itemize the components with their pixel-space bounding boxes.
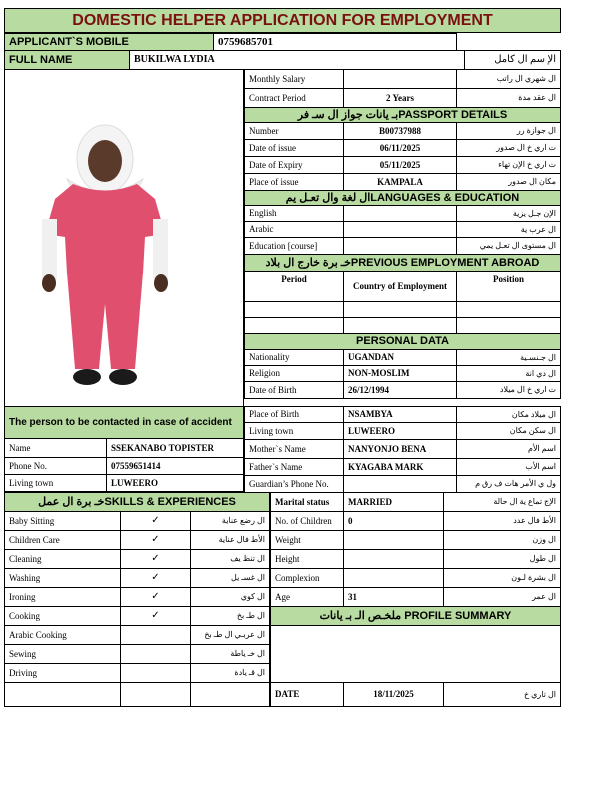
contact-name-value: SSEKANABO TOPISTER (107, 439, 244, 458)
passport-place-value: KAMPALA (344, 174, 457, 191)
passport-place-label: Place of issue (245, 174, 344, 191)
mother-label: Mother`s Name (245, 440, 344, 459)
skill-label: Arabic Cooking (5, 626, 121, 645)
religion-value: NON-MOSLIM (344, 366, 457, 382)
date-value: 18/11/2025 (344, 683, 444, 707)
weight-label: Weight (271, 531, 344, 550)
skill-row (5, 550, 270, 569)
skill-check (121, 645, 191, 664)
skill-arabic: ال عربـي ال طـ بخ (191, 626, 270, 645)
passport-number-arabic: ال جوازة رر (457, 123, 561, 140)
passport-number-value: B00737988 (344, 123, 457, 140)
religion-label: Religion (245, 366, 344, 382)
passport-issue-label: Date of issue (245, 140, 344, 157)
title-bar (4, 8, 561, 33)
languages-heading: ال لغة وال تعـل يمLANGUAGES & EDUCATION (245, 191, 561, 206)
skill-arabic: ال طـ بخ (191, 607, 270, 626)
personal-data-heading: PERSONAL DATA (245, 334, 561, 350)
complexion-arabic: ال بشرة لـون (444, 569, 561, 588)
full-name-value: BUKILWA LYDIA (130, 51, 465, 70)
marital-status-value: MARRIED (344, 493, 444, 512)
photo-frame (4, 69, 244, 406)
living-town-arabic: ال سكن مكان (457, 423, 561, 440)
children-label: No. of Children (271, 512, 344, 531)
height-arabic: ال طول (444, 550, 561, 569)
living-town-value: LUWEERO (344, 423, 457, 440)
skill-row (5, 607, 270, 626)
skill-row (5, 588, 270, 607)
right-upper-table (244, 69, 561, 399)
pob-value: NSAMBYA (344, 407, 457, 423)
skill-check: ✓ (121, 569, 191, 588)
salary-arabic: ال شهري ال راتب (457, 70, 561, 89)
mother-value: NANYONJO BENA (344, 440, 457, 459)
passport-expiry-label: Date of Expiry (245, 157, 344, 174)
employment-row (245, 318, 561, 334)
contact-town-value: LUWEERO (107, 475, 244, 492)
father-label: Father`s Name (245, 459, 344, 476)
skills-table (4, 492, 270, 707)
skills-heading: خـ برة ال عملSKILLS & EXPERIENCES (5, 493, 270, 512)
english-label: English (245, 206, 344, 222)
salary-label: Monthly Salary (245, 70, 344, 89)
passport-place-arabic: مكان ال صدور (457, 174, 561, 191)
skill-label: Ironing (5, 588, 121, 607)
passport-issue-value: 06/11/2025 (344, 140, 457, 157)
skill-label: Children Care (5, 531, 121, 550)
weight-value (344, 531, 444, 550)
contact-table (4, 406, 244, 492)
arabic-label: Arabic (245, 222, 344, 238)
skill-row (5, 683, 270, 707)
date-arabic: ال تاري خ (444, 683, 561, 707)
passport-expiry-value: 05/11/2025 (344, 157, 457, 174)
col-country: Country of Employment (344, 272, 457, 302)
full-name-label: FULL NAME (5, 51, 130, 70)
personal-lower-table (244, 406, 561, 493)
children-arabic: الأط فال عدد (444, 512, 561, 531)
skill-arabic: ال قـ يادة (191, 664, 270, 683)
height-label: Height (271, 550, 344, 569)
contract-label: Contract Period (245, 89, 344, 108)
form-title: DOMESTIC HELPER APPLICATION FOR EMPLOYMENT (72, 11, 493, 29)
skill-row (5, 512, 270, 531)
skill-arabic: ال رضع عناية (191, 512, 270, 531)
english-value (344, 206, 457, 222)
skill-check: ✓ (121, 531, 191, 550)
contact-town-label: Living town (5, 475, 107, 492)
skill-arabic: ال غسـ يل (191, 569, 270, 588)
contact-phone-label: Phone No. (5, 458, 107, 475)
skill-check (121, 626, 191, 645)
skill-check: ✓ (121, 550, 191, 569)
children-value: 0 (344, 512, 444, 531)
skill-label: Cleaning (5, 550, 121, 569)
pob-arabic: ال ميلاد مكان (457, 407, 561, 423)
contact-name-label: Name (5, 439, 107, 458)
skill-row (5, 531, 270, 550)
mobile-row (4, 33, 457, 51)
weight-arabic: ال وزن (444, 531, 561, 550)
skill-check: ✓ (121, 588, 191, 607)
contract-value: 2 Years (344, 89, 457, 108)
living-town-label: Living town (245, 423, 344, 440)
nationality-value: UGANDAN (344, 350, 457, 366)
skill-row (5, 645, 270, 664)
marital-table (270, 492, 561, 707)
education-label: Education [course] (245, 238, 344, 255)
guardian-phone-label: Guardian’s Phone No. (245, 476, 344, 493)
skill-row (5, 664, 270, 683)
pob-label: Place of Birth (245, 407, 344, 423)
marital-status-arabic: الإج تماع ية ال حالة (444, 493, 561, 512)
arabic-value (344, 222, 457, 238)
contact-heading: The person to be contacted in case of accident (5, 407, 244, 439)
guardian-phone-value (344, 476, 457, 493)
col-position: Position (457, 272, 561, 302)
dob-label: Date of Birth (245, 382, 344, 399)
full-name-row (4, 50, 561, 70)
full-name-arabic: الإ سم ال كامل (465, 51, 561, 70)
father-value: KYAGABA MARK (344, 459, 457, 476)
skill-arabic: ال خـ ياطة (191, 645, 270, 664)
skill-label: Cooking (5, 607, 121, 626)
profile-summary-heading: ملخـص الـ بـ يانات PROFILE SUMMARY (271, 607, 561, 626)
contract-arabic: ال عقد مدة (457, 89, 561, 108)
complexion-value (344, 569, 444, 588)
col-period: Period (245, 272, 344, 302)
mobile-label: APPLICANT`S MOBILE (5, 34, 214, 51)
height-value (344, 550, 444, 569)
religion-arabic: ال دي انة (457, 366, 561, 382)
skill-row (5, 626, 270, 645)
age-value: 31 (344, 588, 444, 607)
education-value (344, 238, 457, 255)
skill-label: Baby Sitting (5, 512, 121, 531)
salary-value (344, 70, 457, 89)
passport-heading: بـ يانات جواز ال سـ فرPASSPORT DETAILS (245, 108, 561, 123)
education-arabic: ال مستوى ال تعـل يمي (457, 238, 561, 255)
complexion-label: Complexion (271, 569, 344, 588)
nationality-arabic: ال جـنسـية (457, 350, 561, 366)
profile-summary-body (271, 626, 561, 683)
age-arabic: ال عمر (444, 588, 561, 607)
skill-label: Driving (5, 664, 121, 683)
age-label: Age (271, 588, 344, 607)
passport-expiry-arabic: ت اري خ الإن تهاء (457, 157, 561, 174)
skill-label: Washing (5, 569, 121, 588)
previous-employment-heading: خـ برة خارج ال بلادPREVIOUS EMPLOYMENT ABROAD (245, 255, 561, 272)
marital-status-label: Marital status (271, 493, 344, 512)
skill-check: ✓ (121, 607, 191, 626)
passport-issue-arabic: ت اري خ ال صدور (457, 140, 561, 157)
skill-arabic: ال تنظ يف (191, 550, 270, 569)
skill-arabic: ال كوي (191, 588, 270, 607)
father-arabic: اسم الأب (457, 459, 561, 476)
skill-check (121, 664, 191, 683)
arabic-arabic: ال عرب ية (457, 222, 561, 238)
nationality-label: Nationality (245, 350, 344, 366)
mother-arabic: اسم الأم (457, 440, 561, 459)
dob-arabic: ت اري خ ال ميلاد (457, 382, 561, 399)
applicant-photo (5, 69, 245, 406)
skill-check: ✓ (121, 512, 191, 531)
dob-value: 26/12/1994 (344, 382, 457, 399)
passport-number-label: Number (245, 123, 344, 140)
skill-arabic: الأط فال عناية (191, 531, 270, 550)
contact-phone-value: 07559651414 (107, 458, 244, 475)
date-label: DATE (271, 683, 344, 707)
employment-row (245, 302, 561, 318)
guardian-phone-arabic: ول ي الأمر هات ف رق م (457, 476, 561, 493)
skill-row (5, 569, 270, 588)
english-arabic: الإن جـل يزية (457, 206, 561, 222)
mobile-value: 0759685701 (214, 34, 457, 51)
skill-label: Sewing (5, 645, 121, 664)
